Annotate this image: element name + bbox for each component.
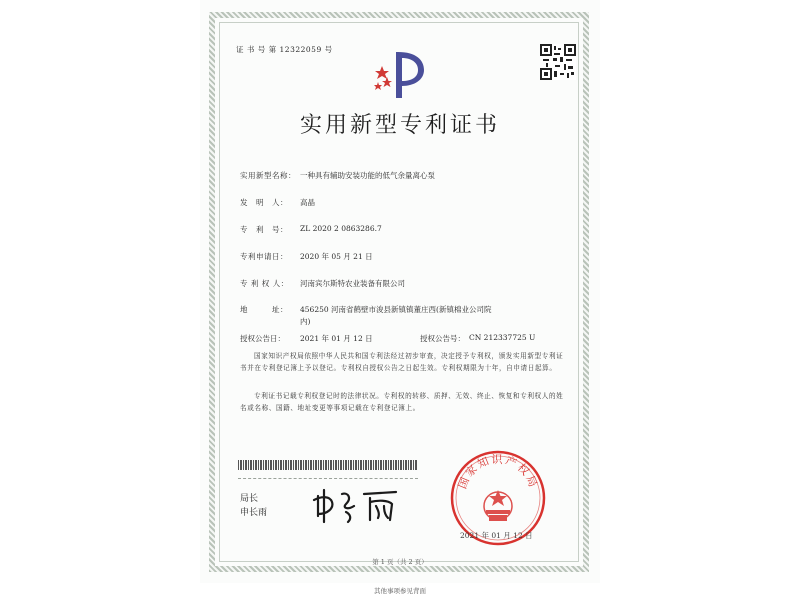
director-name: 申长雨 (240, 508, 268, 518)
field-value: 高晶 (300, 198, 315, 207)
qr-code-icon (540, 44, 576, 80)
field-label: 发 明 人： (240, 198, 288, 207)
field-value: ZL 2020 2 0863286.7 (300, 224, 382, 233)
patent-office-emblem-icon (372, 44, 432, 102)
field-value: 一种具有辅助安装功能的低气余量离心泵 (300, 171, 435, 180)
field-address (240, 304, 491, 315)
footer-note: 其他事项参见背面 (374, 587, 426, 595)
field-label: 专利申请日： (240, 252, 288, 261)
field-utility-model-name (240, 170, 435, 181)
grant-number-value: CN 212337725 U (469, 333, 536, 342)
barcode (238, 460, 418, 470)
certificate-number: 证 书 号 第 12322059 号 (236, 45, 333, 54)
divider (238, 478, 418, 479)
page-number: 第 1 页（共 2 页） (372, 558, 428, 566)
grant-number-label: 授权公告号： (420, 334, 465, 343)
field-label: 实用新型名称： (240, 171, 296, 180)
field-label: 专 利 权 人： (240, 279, 289, 288)
field-application-date (240, 251, 373, 262)
field-patent-number (240, 224, 382, 235)
field-label: 地 址： (240, 305, 288, 314)
grant-info-row (240, 333, 535, 344)
address-continued: 内) (300, 317, 311, 326)
field-inventor (240, 197, 315, 208)
grant-date-value: 2021 年 01 月 12 日 (300, 334, 373, 343)
field-value: 河南宾尔斯特农业装备有限公司 (300, 279, 405, 288)
legal-status-paragraph: 专利证书记载专利权登记时的法律状况。专利权的转移、质押、无效、终止、恢复和专利权人的姓名或名称、国籍、地址变更等事项记载在专利登记簿上。 (240, 392, 564, 412)
director-block (240, 492, 267, 520)
field-label: 专 利 号： (240, 225, 288, 234)
field-value: 456250 河南省鹤壁市浚县新镇镇董庄西(新镇棉业公司院 (300, 305, 492, 314)
seal-text: 国家知识产权局 (455, 452, 541, 491)
director-signature (312, 484, 402, 524)
svg-text:国家知识产权局 (456, 453, 541, 491)
seal-date: 2021 年 01 月 12 日 (460, 531, 533, 540)
field-value: 2020 年 05 月 21 日 (300, 252, 373, 261)
grant-date-label: 授权公告日： (240, 334, 285, 343)
certificate-title: 实用新型专利证书 (299, 113, 500, 138)
field-patentee (240, 278, 405, 289)
grant-paragraph: 国家知识产权局依照中华人民共和国专利法经过初步审查，决定授予专利权，颁发实用新型专利证书并在专利登记簿上予以登记。专利权自授权公告之日起生效。专利权期限为十年，自申请日起算。 (240, 352, 564, 372)
director-title: 局长 (240, 494, 259, 504)
